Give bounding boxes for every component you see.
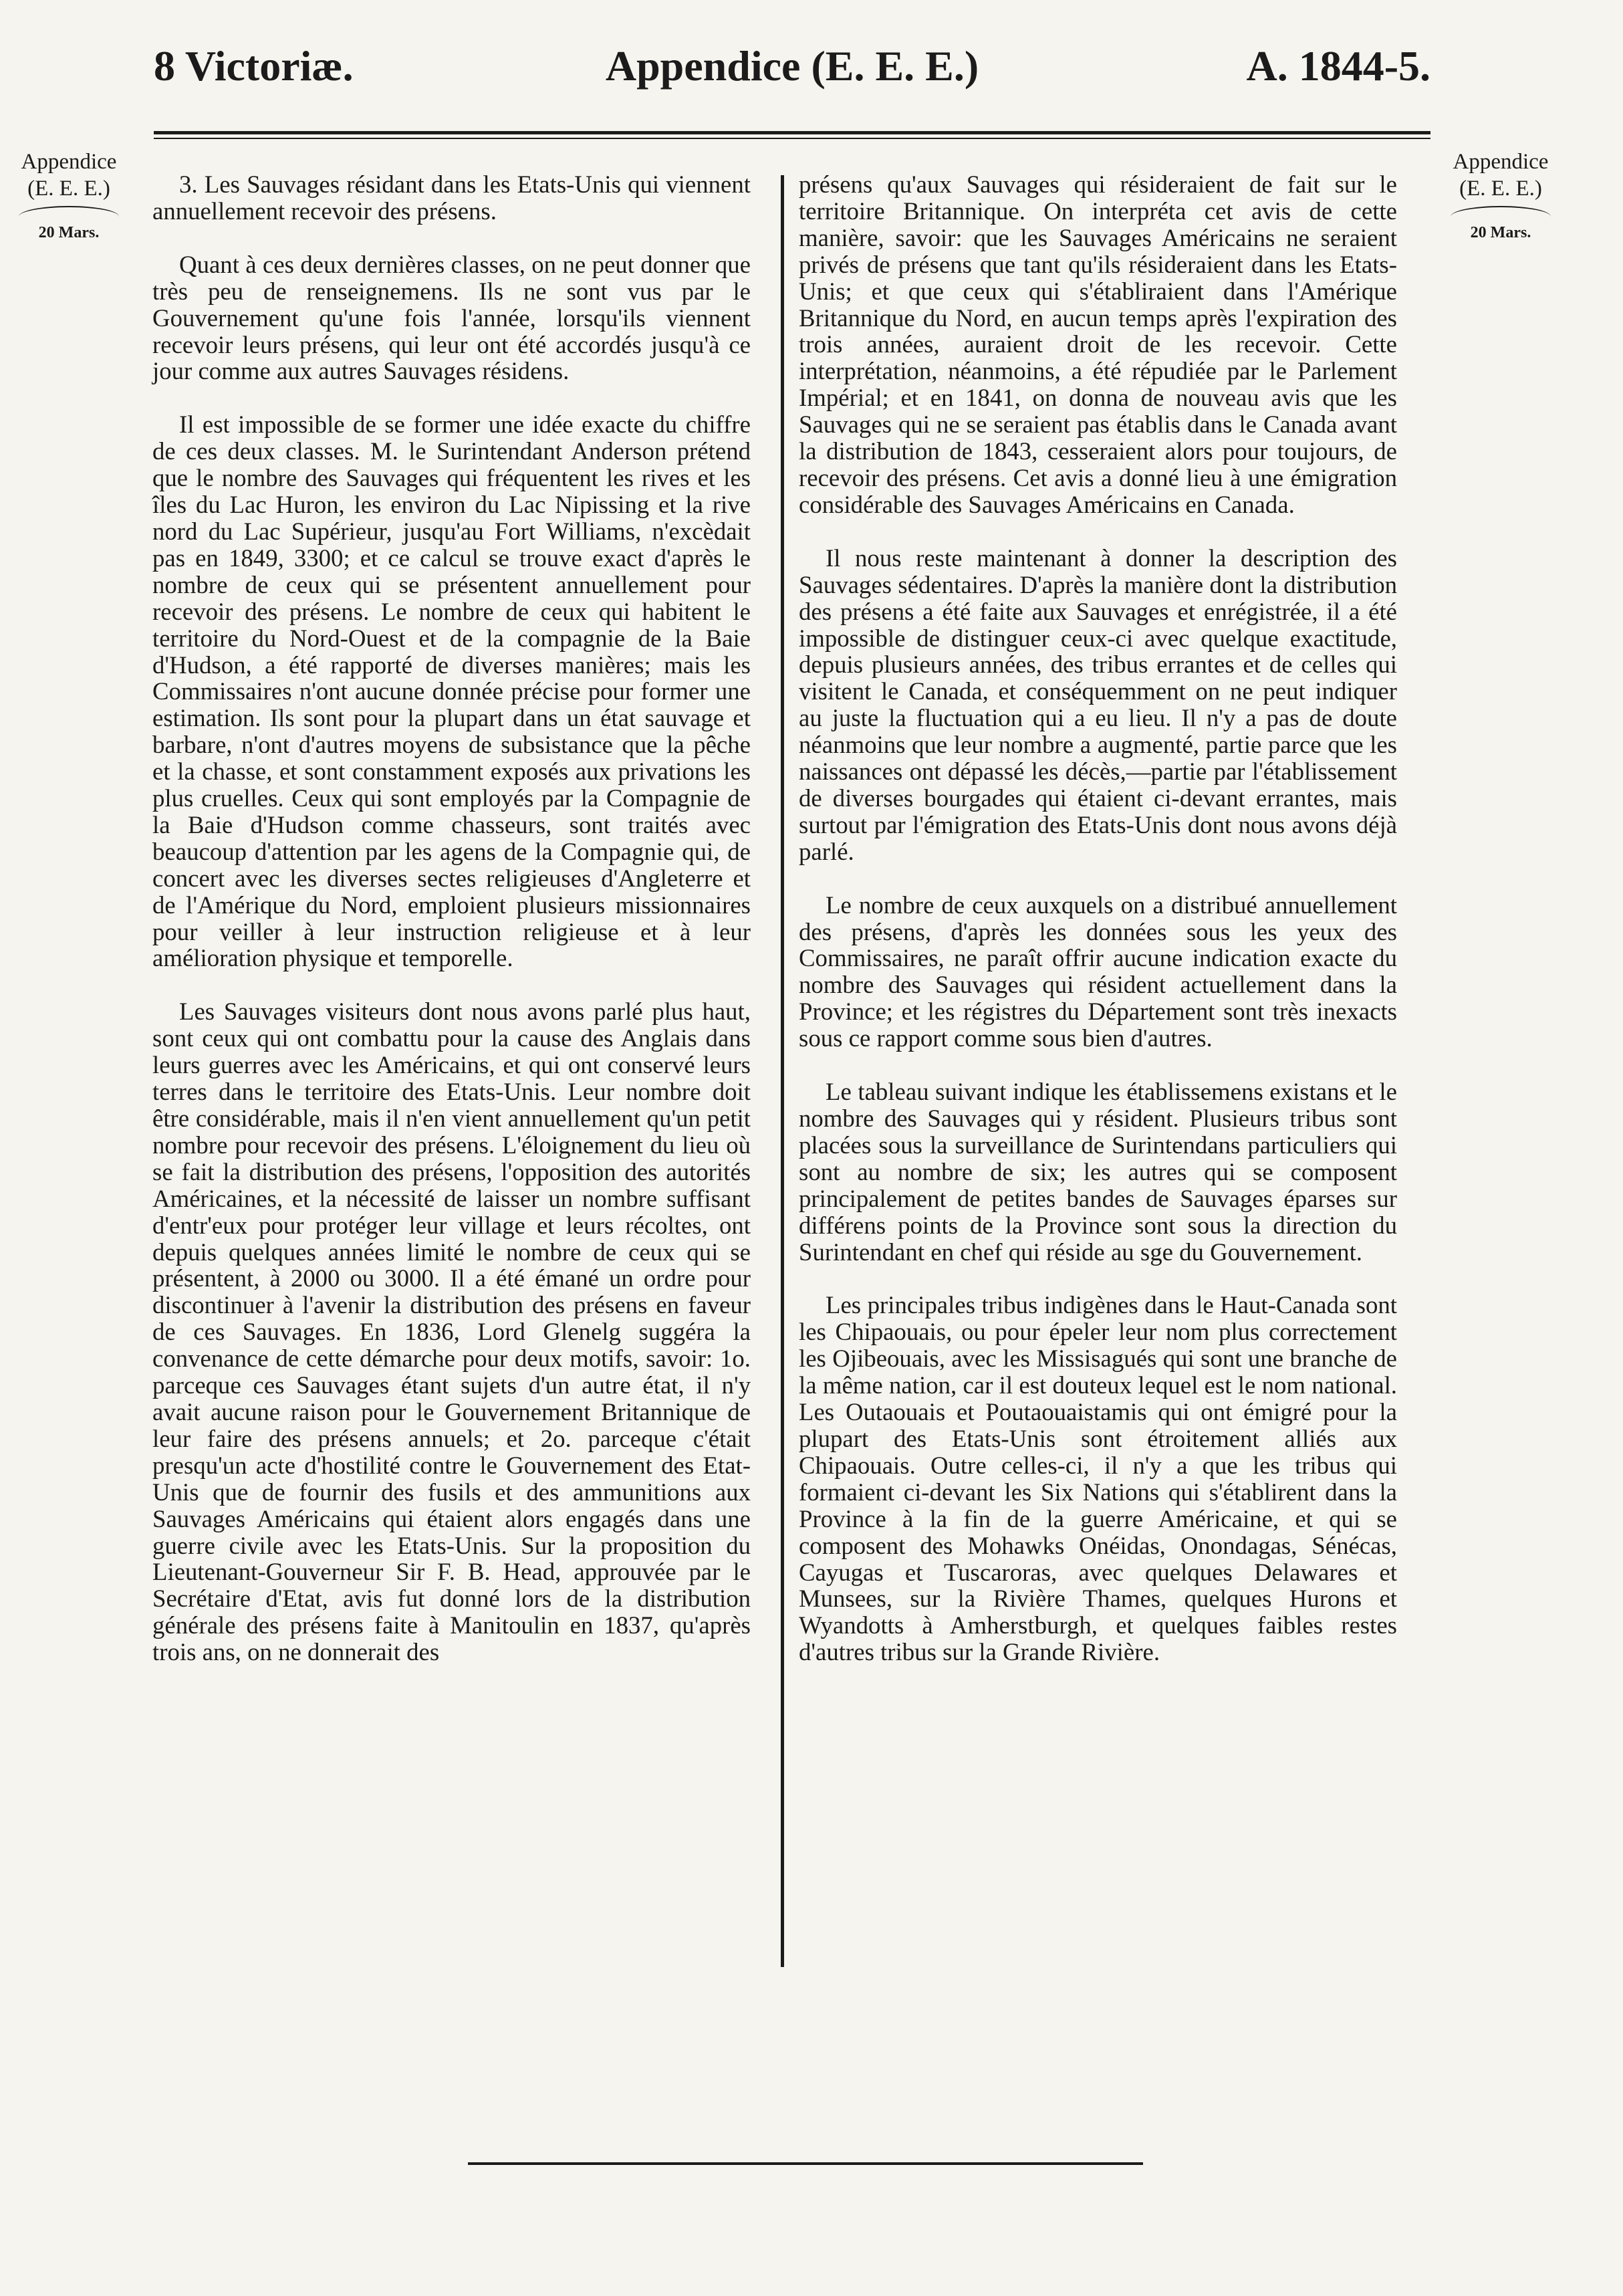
right-column <box>799 171 1397 1666</box>
right-margin-note <box>1437 148 1564 246</box>
left-margin-title: Appendice <box>21 150 117 174</box>
header-rule-thick <box>154 131 1430 134</box>
paragraph: Le nombre de ceux auxquels on a distribué annuellement des présens, d'après les données sous les yeux des Commissaires, ne paraît offrir aucune indication exacte du nombre des Sauvages qui résident actuellement dans la Province; et les régistres du Département sont très inexacts sous ce rapport comme sous bien d'autres. <box>799 891 1397 1052</box>
right-margin-date: 20 Mars. <box>1470 224 1531 241</box>
right-margin-code: (E. E. E.) <box>1459 177 1542 201</box>
right-margin-brace <box>1451 206 1551 217</box>
paragraph: Les Sauvages visiteurs dont nous avons parlé plus haut, sont ceux qui ont combattu pour la cause des Anglais dans leurs guerres avec les Américains, et qui ont conservé leurs terres dans le territoire des Etats-Unis. Leur nombre doit être considérable, mais il n'en vient annuellement qu'un petit nombre pour recevoir des présens. L'éloignement du lieu où se fait la distribution des présens, l'opposition des autorités Américaines, et la nécessité de laisser un nombre suffisant d'entr'eux pour protéger leur village et leurs récoltes, ont depuis quelques années limité le nombre de ceux qui se présentent, à 2000 ou 3000. Il a été émané un ordre pour discontinuer à l'avenir la distribution des présens en faveur de ces Sauvages. En 1836, Lord Glenelg suggéra la convenance de cette démarche pour deux motifs, savoir: 1o. parceque ces Sauvages étant sujets d'un autre état, il n'y avait aucune raison pour le Gouvernement Britannique de leur faire des présens annuels; et 2o. parceque c'était presqu'un acte d'hostilité contre le Gouvernement des Etat-Unis que de fournir des fusils et des ammunitions aux Sauvages Américains qui étaient alors engagés dans une guerre civile avec les Etats-Unis. Sur la proposition du Lieutenant-Gouverneur Sir F. B. Head, approuvée par le Secrétaire d'Etat, avis fut donné lors de la distribution générale des présens faite à Manitoulin en 1837, qu'après trois ans, on ne donnerait des <box>152 998 751 1666</box>
right-margin-title: Appendice <box>1453 150 1549 174</box>
left-margin-brace <box>19 206 119 217</box>
left-margin-code: (E. E. E.) <box>27 177 110 201</box>
left-column <box>152 171 751 1666</box>
paragraph: Il est impossible de se former une idée exacte du chiffre de ces deux classes. M. le Surintendant Anderson prétend que le nombre des Sauvages qui fréquentent les rives et les îles du Lac Huron, les environ du Lac Nipissing et la rive nord du Lac Supérieur, jusqu'au Fort Williams, n'excèdait pas en 1849, 3300; et ce calcul se trouve exact d'après le nombre de ceux qui se présentent annuellement pour recevoir des présens. Le nombre de ceux qui habitent le territoire du Nord-Ouest et de la compagnie de la Baie d'Hudson, a été rapporté de diverses manières; mais les Commissaires n'ont aucune donnée précise pour former une estimation. Ils sont pour la plupart dans un état sauvage et barbare, n'ont d'autres moyens de subsistance que la pêche et la chasse, et sont constamment exposés aux privations les plus cruelles. Ceux qui sont employés par la Compagnie de la Baie d'Hudson comme chasseurs, sont traités avec beaucoup d'attention par les agens de la Compagnie qui, de concert avec les diverses sectes religieuses d'Angleterre et de l'Amérique du Nord, emploient plusieurs missionnaires pour veiller à leur instruction religieuse et à leur amélioration physique et temporelle. <box>152 411 751 972</box>
paragraph: Les principales tribus indigènes dans le Haut-Canada sont les Chipaouais, ou pour épeler leur nom plus correctement les Ojibeouais, avec les Missisagués qui sont une branche de la même nation, car il est douteux lequel est le nom national. Les Outaouais et Poutaouaistamis qui ont émigré pour la plupart des Etats-Unis sont étroitement alliés aux Chipaouais. Outre celles-ci, il n'y a que les tribus qui formaient ci-devant les Six Nations qui s'établirent dans la Province à la fin de la guerre Américaine, et qui se composent des Mohawks Onéidas, Onondagas, Sénécas, Cayugas et Tuscaroras, avec quelques Delawares et Munsees, sur la Rivière Thames, quelques Hurons et Wyandotts à Amherstburgh, et quelques faibles restes d'autres tribus sur la Grande Rivière. <box>799 1291 1397 1666</box>
paragraph: 3. Les Sauvages résidant dans les Etats-Unis qui viennent annuellement recevoir des présens. <box>152 170 751 225</box>
header-session: 8 Victoriæ. <box>154 42 354 90</box>
paragraph: Quant à ces deux dernières classes, on ne peut donner que très peu de renseignemens. Ils ne sont vus par le Gouvernement qu'une fois l'année, lorsqu'ils viennent recevoir leurs présens, qui leur ont été accordés jusqu'à ce jour comme aux autres Sauvages résidens. <box>152 250 751 385</box>
page-header <box>154 41 1430 102</box>
paragraph: présens qu'aux Sauvages qui résideraient de fait sur le territoire Britannique. On interpréta cet avis de cette manière, savoir: que les Sauvages Américains ne seraient privés de présens que tant qu'ils résideraient dans les Etats-Unis; et que ceux qui s'établiraient dans l'Amérique Britannique du Nord, en aucun temps après l'expiration des trois années, auraient droit de les recevoir. Cette interprétation, néanmoins, a été répudiée par le Parlement Impérial; et en 1841, on donna de nouveau avis que les Sauvages qui ne se seraient pas établis dans le Canada avant la distribution de 1843, cesseraient alors pour toujours, de recevoir des présens. Cet avis a donné lieu à une émigration considérable des Sauvages Américains en Canada. <box>799 170 1397 518</box>
left-margin-note <box>5 148 132 246</box>
header-year: A. 1844-5. <box>1246 42 1430 90</box>
column-divider <box>781 175 784 1967</box>
paragraph: Il nous reste maintenant à donner la description des Sauvages sédentaires. D'après la manière dont la distribution des présens a été faite aux Sauvages et enrégistrée, il a été impossible de distinguer ceux-ci avec quelque exactitude, depuis plusieurs années, des tribus errantes et de celles qui visitent le Canada, et conséquemment on ne peut indiquer au juste la fluctuation qui a eu lieu. Il n'y a pas de doute néanmoins que leur nombre a augmenté, partie parce que les naissances ont dépassé les décès,—partie par l'établissement de diverses bourgades qui étaient ci-devant errantes, mais surtout par l'émigration des Etats-Unis dont nous avons déjà parlé. <box>799 544 1397 865</box>
header-rule-thin <box>154 138 1430 139</box>
header-appendix-title: Appendice (E. E. E.) <box>605 42 979 90</box>
footer-rule <box>468 2162 1143 2165</box>
left-margin-date: 20 Mars. <box>38 224 100 241</box>
paragraph: Le tableau suivant indique les établissemens existans et le nombre des Sauvages qui y résident. Plusieurs tribus sont placées sous la surveillance de Surintendans particuliers qui sont au nombre de six; les autres qui se composent principalement de petites bandes de Sauvages éparses sur différens points de la Province sont sous la direction du Surintendant en chef qui réside au sge du Gouvernement. <box>799 1078 1397 1266</box>
